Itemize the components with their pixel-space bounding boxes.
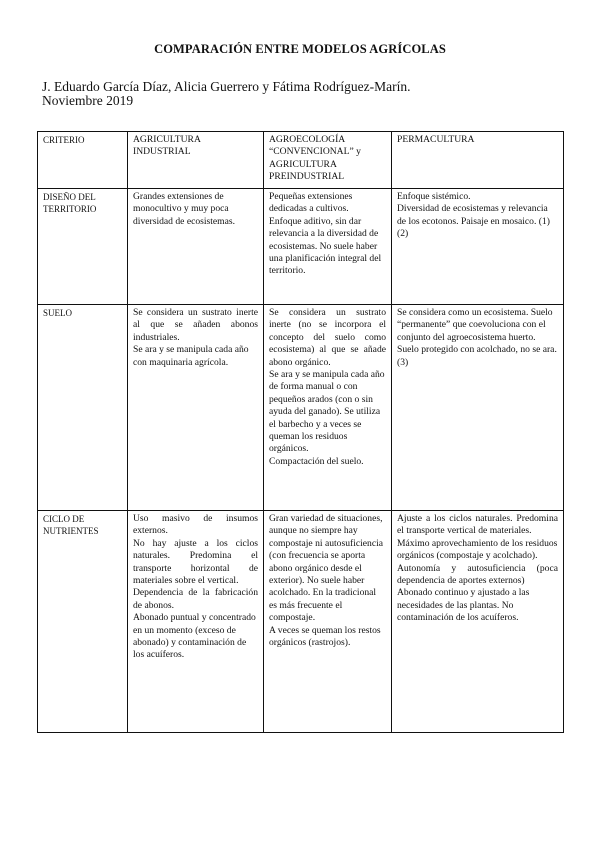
comparison-table — [37, 131, 564, 733]
document-title: COMPARACIÓN ENTRE MODELOS AGRÍCOLAS — [154, 42, 446, 56]
document-date: Noviembre 2019 — [42, 93, 134, 108]
cell-paragraph: Se ara y se manipula cada año de forma manual o con pequeños arados (con o sin ayuda del ganado). Se utiliza el barbecho y a veces se queman los residuos orgánicos. — [269, 369, 385, 455]
header-criterio: CRITERIO — [38, 132, 128, 189]
cell-paragraph: Enfoque aditivo, sin dar relevancia a la diversidad de ecosistemas. No suele haber una planificación integral del territorio. — [269, 215, 382, 277]
cell-paragraph: (3) — [397, 356, 409, 368]
cell-paragraph: Se considera un sustrato inerte (no se incorpora el concepto del suelo como ecosistema) al que se añade abono orgánico. — [269, 307, 386, 368]
industrial-cell — [128, 305, 264, 511]
permacultura-cell — [392, 511, 564, 733]
cell-paragraph: Compactación del suelo. — [269, 455, 364, 467]
cell-paragraph: Suelo protegido con acolchado, no se ara. — [397, 344, 557, 356]
cell-paragraph: Enfoque sistémico. — [397, 191, 471, 202]
table-row — [38, 305, 564, 511]
cell-paragraph: Máximo aprovechamiento de los residuos orgánicos (compostaje y acolchado). — [397, 537, 558, 562]
table-row — [38, 189, 564, 305]
cell-paragraph: Dependencia de la fabricación de abonos. — [133, 587, 258, 611]
cell-paragraph: Abonado puntual y concentrado en un momento (exceso de abonado) y contaminación de los acuíferos. — [133, 612, 256, 661]
cell-paragraph: Diversidad de ecosistemas y relevancia de los ecotonos. Paisaje en mosaico. (1) (2) — [397, 203, 550, 240]
criterion-cell: DISEÑO DEL TERRITORIO — [38, 189, 128, 305]
cell-paragraph: Uso masivo de insumos externos. — [133, 513, 258, 537]
header-permacultura: PERMACULTURA — [392, 132, 564, 189]
cell-paragraph: No hay ajuste a los ciclos naturales. Predomina el transporte horizontal de materiales sobre el vertical. — [133, 537, 258, 587]
cell-paragraph: Se ara y se manipula cada año con maquinaria agrícola. — [133, 344, 249, 368]
table-header-row — [38, 132, 564, 189]
cell-paragraph: Abonado continuo y ajustado a las necesidades de las plantas. No contaminación de los acuíferos. — [397, 587, 530, 624]
criterion-cell: SUELO — [38, 305, 128, 511]
criterion-cell: CICLO DE NUTRIENTES — [38, 511, 128, 733]
cell-paragraph: Ajuste a los ciclos naturales. Predomina el transporte vertical de materiales. — [397, 513, 558, 537]
cell-paragraph: Autonomía y autosuficiencia (poca dependencia de aportes externos) — [397, 562, 558, 587]
industrial-cell — [128, 511, 264, 733]
cell-paragraph: A veces se queman los restos orgánicos (rastrojos). — [269, 624, 381, 649]
agroecologia-cell — [264, 189, 392, 305]
header-agroecologia: AGROECOLOGÍA “CONVENCIONAL” y AGRICULTURA PREINDUSTRIAL — [264, 132, 392, 189]
header-agricultura-industrial: AGRICULTURA INDUSTRIAL — [128, 132, 264, 189]
cell-paragraph: Gran variedad de situaciones, aunque no siempre hay compostaje ni autosuficiencia (con frecuencia se aporta abono orgánico desde el exterior). No suele haber acolchado. En la tradicional es más frecuente el compostaje. — [269, 513, 384, 624]
cell-paragraph: Se considera como un ecosistema. Suelo “permanente” que coevoluciona con el conjunto del agroecosistema huerto. — [397, 307, 553, 343]
industrial-cell — [128, 189, 264, 305]
table-row — [38, 511, 564, 733]
cell-paragraph: Pequeñas extensiones dedicadas a cultivos. — [269, 191, 353, 215]
agroecologia-cell — [264, 511, 392, 733]
cell-paragraph: Se considera un sustrato inerte al que se añaden abonos industriales. — [133, 307, 258, 343]
cell-paragraph: Grandes extensiones de monocultivo y muy poca diversidad de ecosistemas. — [133, 191, 236, 227]
agroecologia-cell — [264, 305, 392, 511]
permacultura-cell — [392, 305, 564, 511]
permacultura-cell — [392, 189, 564, 305]
document-authors: J. Eduardo García Díaz, Alicia Guerrero y Fátima Rodríguez-Marín. — [42, 79, 411, 94]
